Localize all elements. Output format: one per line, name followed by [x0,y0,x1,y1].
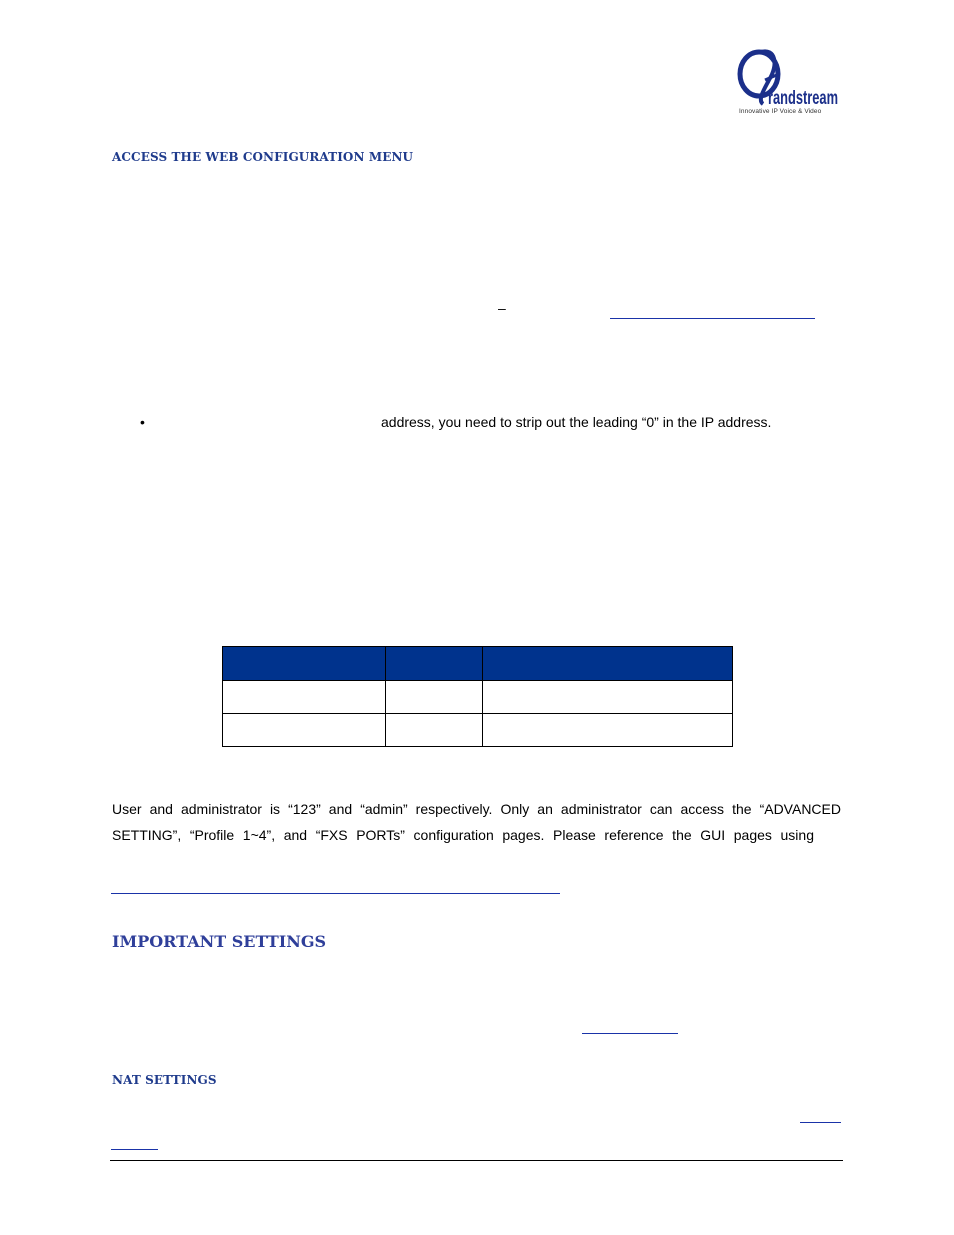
table-cell [385,681,483,714]
hyperlink-underline[interactable] [111,1149,158,1150]
table-cell [385,714,483,747]
logo-brand-text: randstream [768,88,838,109]
table-cell [223,681,386,714]
hyperlink-underline[interactable] [582,1033,678,1034]
section-heading-important-settings: IMPORTANT SETTINGS [112,932,327,951]
footer-rule [110,1160,843,1161]
account-table [222,646,733,747]
table-row [223,714,733,747]
table-cell [223,714,386,747]
grandstream-logo-mark [735,44,841,108]
table-header-row [223,647,733,681]
section-heading-access-web-menu: ACCESS THE WEB CONFIGURATION MENU [112,150,414,164]
hyperlink-underline[interactable] [610,318,815,319]
paragraph-line-1: User and administrator is “123” and “admin” respectively. Only an administrator can access the “ADVANCED [112,801,841,817]
table-row [223,681,733,714]
table-header-cell [385,647,483,681]
table-header-cell [483,647,733,681]
table-cell [483,714,733,747]
logo-tagline: Innovative IP Voice & Video [739,108,822,115]
paragraph-line-2: SETTING”, “Profile 1~4”, and “FXS PORTs” configuration pages. Please reference the GUI pages using [112,827,814,843]
table-header-cell [223,647,386,681]
bullet-icon: • [140,414,145,430]
hyperlink-underline[interactable] [800,1122,841,1123]
table-cell [483,681,733,714]
grandstream-logo [735,44,841,120]
dash-mark: – [498,300,506,316]
hyperlink-underline[interactable] [111,893,560,894]
section-heading-nat-settings: NAT SETTINGS [112,1073,217,1087]
bullet-text: address, you need to strip out the leading “0” in the IP address. [381,414,772,430]
